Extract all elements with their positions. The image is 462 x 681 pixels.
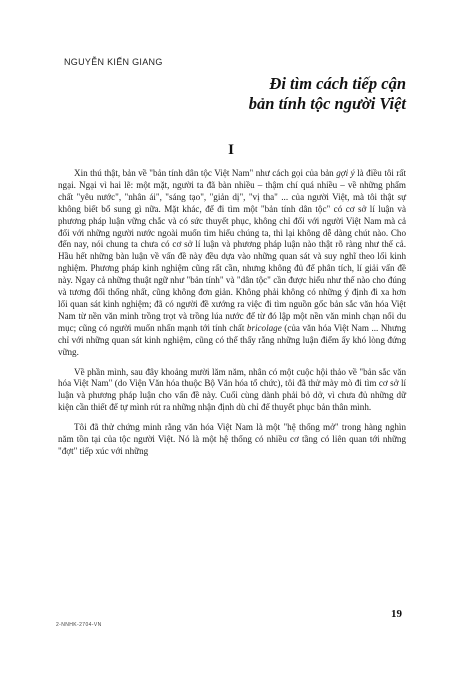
italic-term: bricolage: [246, 322, 282, 333]
chapter-title-line-2: bản tính tộc người Việt: [248, 94, 406, 113]
body-paragraph: [58, 422, 406, 458]
page-number: 19: [391, 608, 402, 620]
paragraph-text: Về phần mình, sau đây khoảng mười lăm năm, nhân có một cuộc hội thảo về "bản sắc văn hóa Việt Nam" (do Viện Văn hóa thuộc Bộ Văn hóa tổ chức), tôi đã thử mày mò đi tìm cơ sở lí luận và phương pháp luận cho vấn đề này. Cuối cùng dành phải bỏ dở, vì chưa đủ những dữ kiện cần thiết để tự mình rút ra những nhận định dù chỉ để thuyết phục bản thân mình.: [58, 366, 406, 413]
paragraph-text: (của văn hóa Việt Nam ... Nhưng chỉ với những quan sát kinh nghiệm, cũng có thể thấy rằng những luận điểm ấy khó lòng đứng vững.: [58, 322, 406, 357]
body-paragraph: [58, 168, 406, 359]
body-paragraph: [58, 367, 406, 415]
italic-term: gợi ý: [336, 168, 355, 178]
footer-code: 2-NNHK-2704-VN: [56, 622, 102, 628]
chapter-title-line-1: Đi tìm cách tiếp cận: [269, 74, 406, 93]
author-name: NGUYỄN KIẾN GIANG: [64, 57, 163, 67]
paragraph-text: Xin thú thật, bản về "bản tính dân tộc Việt Nam" như cách gọi của bản: [74, 168, 337, 178]
section-number: I: [228, 142, 234, 158]
paragraph-text: Tôi đã thử chứng minh rằng văn hóa Việt Nam là một "hệ thống mở" trong hàng nghìn năm tồn tại của tộc người Việt. Nó là một hệ thống có nhiều cơ tầng có liên quan tới những "đợt" tiếp xúc với những: [58, 422, 406, 456]
paragraph-text: là điều tôi rất ngại. Ngại vì hai lẽ: một mặt, người ta đã bàn nhiều – thậm chí quá nhiều – về những phẩm chất "yêu nước", "nhân ái", "sáng tạo", "giản dị", "vị tha" ... của người Việt, mà tôi thật sự không biết bổ sung gì nữa. Mặt khác, để đi tìm một "bản tính dân tộc" có cơ sở lí luận và phương pháp luận vững chắc và có sức thuyết phục, không chỉ đối với người Việt Nam mà cả đối với những người nước ngoài muốn tìm hiểu chúng ta, thì lại không dễ dàng chút nào. Cho đến nay, nói chung ta chưa có cơ sở lí luận và phương pháp luận nào thật rõ ràng như thế cả. Hầu hết những bàn luận về vấn đề này đều dựa vào những quan sát và suy nghĩ theo lối kinh nghiệm. Phương pháp kinh nghiệm cũng rất cần, nhưng không đủ để phân tích, lí giải vấn đề này. Ngay cả những thuật ngữ như "bản tính" và "dân tộc" cần được hiểu như thế nào cho đúng và tương đối thống nhất, cũng không đơn giản. Không phải không có những ý định đi xa hơn lối quan sát kinh nghiệm; đã có người đề xướng ra việc đi tìm nguồn gốc bản sắc văn hóa Việt Nam từ nền văn minh trồng trọt và trồng lúa nước để từ đó lập một nền văn minh chạn nổi du mục; cũng có người muốn nhấn mạnh tới tính chất: [58, 168, 406, 333]
body-text: [58, 168, 406, 466]
chapter-title: [249, 74, 406, 114]
